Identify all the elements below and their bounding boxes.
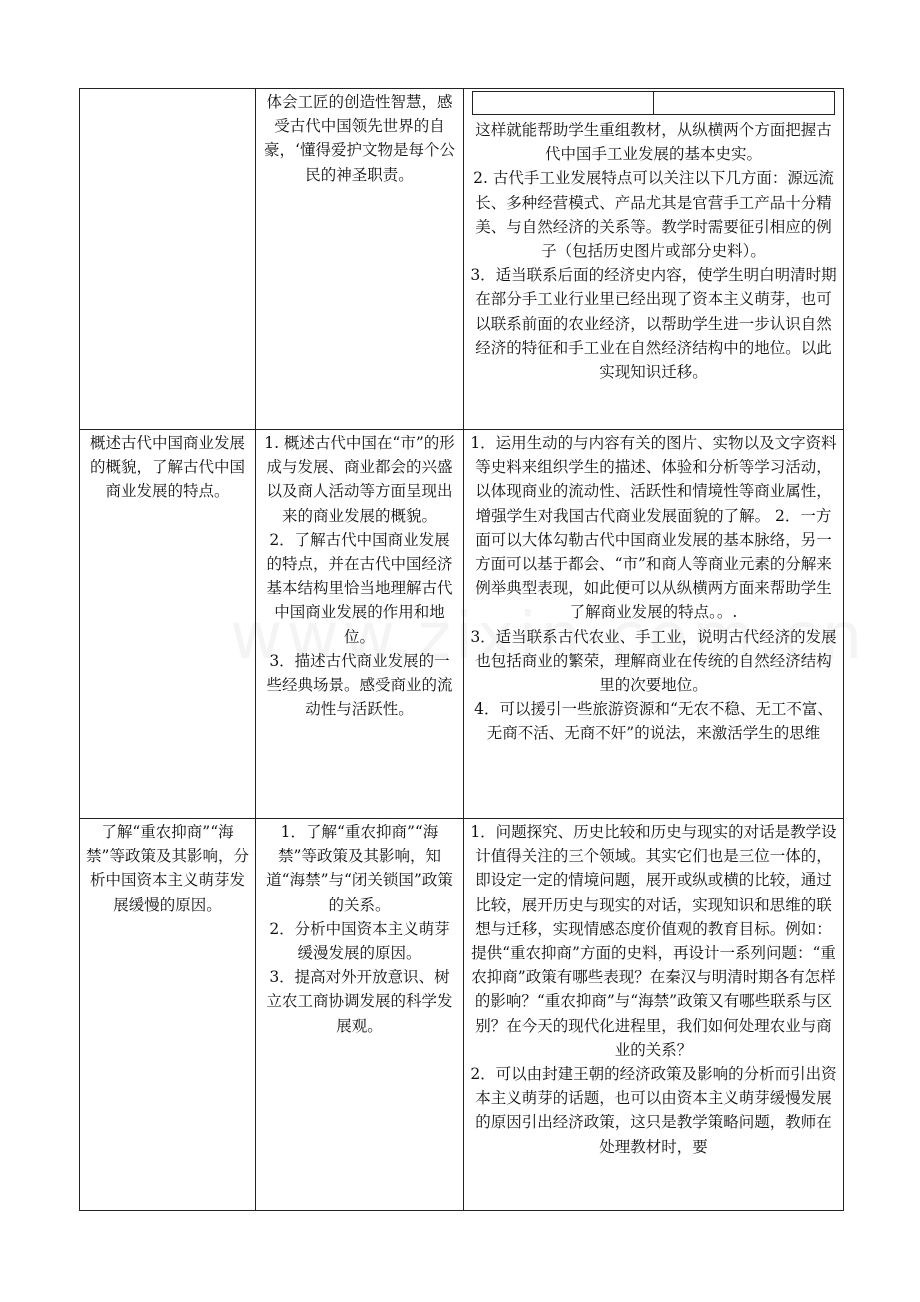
standard-cell	[80, 430, 256, 819]
nested-table-fragment	[472, 91, 835, 115]
objective-cell	[256, 430, 464, 819]
objective-paragraph: 1．了解“重农抑商”“海禁”等政策及其影响，知道“海禁”与“闭关锁国”政策的关系。	[266, 823, 453, 914]
objective-paragraph: 3．描述古代商业发展的一些经典场景。感受商业的流动性与活跃性。	[266, 651, 453, 719]
objective-paragraph: 2．了解古代中国商业发展的特点，并在古代中国经济基本结构里恰当地理解古代中国商业发展的作用和地位。	[266, 530, 453, 646]
nested-cell	[473, 92, 653, 114]
objective-cell	[256, 819, 464, 1211]
suggestion-paragraph: 1．运用生动的与内容有关的图片、实物以及文字资料等史料来组织学生的描述、体验和分析等学习活动，以体现商业的流动性、活跃性和情境性等商业属性，增强学生对我国古代商业发展面貌的了解。 2．一方面可以大体勾勒古代中国商业发展的基本脉络，另一方面可以基于都会、“市”和商人等商业元素的分解来例举典型表现，如此便可以从纵横两方面来帮助学生了解商业发展的特点。。.	[470, 434, 837, 622]
objective-paragraph: 3．提高对外开放意识、树立农工商协调发展的科学发展观。	[266, 968, 453, 1035]
objective-paragraph: 2．分析中国资本主义萌芽缓漫发展的原因。	[269, 919, 450, 963]
table-row	[80, 430, 844, 819]
suggestion-paragraph: 这样就能帮助学生重组教材，从纵横两个方面把握古代中国手工业发展的基本史实。	[475, 121, 832, 164]
suggestion-cell	[464, 430, 844, 819]
curriculum-table	[79, 88, 844, 1211]
suggestion-paragraph: 2. 古代手工业发展特点可以关注以下几方面：源远流长、多种经营模式、产品尤其是官营手工产品十分精美、与自然经济的关系等。教学时需要征引相应的例子（包括历史图片或部分史料）。	[473, 169, 834, 261]
suggestion-cell	[464, 89, 844, 430]
table-row	[80, 819, 844, 1211]
standard-cell	[80, 819, 256, 1211]
standard-paragraph: 了解“重农抑商”“海禁”等政策及其影响，分析中国资本主义萌芽发展缓慢的原因。	[86, 823, 249, 914]
suggestion-paragraph: 1．问题探究、历史比较和历史与现实的对话是教学设计值得关注的三个领域。其实它们也是三位一体的，即设定一定的情境问题，展开或纵或横的比较，通过比较，展开历史与现实的对话，实现知识和思维的联想与迁移，实现情感态度价值观的教育目标。例如：提供“重农抑商”方面的史料，再设计一系列问题：“重农抑商”政策有哪些表现？在秦汉与明清时期各有怎样的影响？“重农抑商”与“海禁”政策又有哪些联系与区别？在今天的现代化进程里，我们如何处理农业与商业的关系？	[470, 823, 837, 1059]
standard-cell	[80, 89, 256, 430]
objective-paragraph: 1. 概述古代中国在“市”的形成与发展、商业都会的兴盛以及商人活动等方面呈现出来的商业发展的概貌。	[264, 434, 455, 525]
objective-cell	[256, 89, 464, 430]
suggestion-paragraph: 3．适当联系古代农业、手工业，说明古代经济的发展也包括商业的繁荣，理解商业在传统的自然经济结构里的次要地位。	[470, 627, 837, 695]
standard-paragraph: 概述古代中国商业发展的概貌，了解古代中国商业发展的特点。	[89, 434, 245, 501]
suggestion-paragraph: 3．适当联系后面的经济史内容，使学生明白明清时期在部分手工业行业里已经出现了资本主义萌芽，也可以联系前面的农业经济，以帮助学生进一步认识自然经济的特征和手工业在自然经济结构中的地位。以此实现知识迁移。	[470, 266, 837, 382]
objective-paragraph: 体会工匠的创造性智慧，感受古代中国领先世界的自豪，‘懂得爱护文物是每个公民的神圣职责。	[264, 93, 455, 184]
suggestion-paragraph: 4．可以援引一些旅游资源和“无农不稳、无工不富、无商不活、无商不奸”的说法，来激活学生的思维	[474, 700, 833, 743]
table-row	[80, 89, 844, 430]
nested-cell	[653, 92, 834, 114]
suggestion-cell	[464, 819, 844, 1211]
suggestion-paragraph: 2．可以由封建王朝的经济政策及影响的分析而引出资本主义萌芽的话题，也可以由资本主义萌芽缓慢发展的原因引出经济政策，这只是教学策略问题，教师在处理教材时，要	[470, 1065, 837, 1156]
